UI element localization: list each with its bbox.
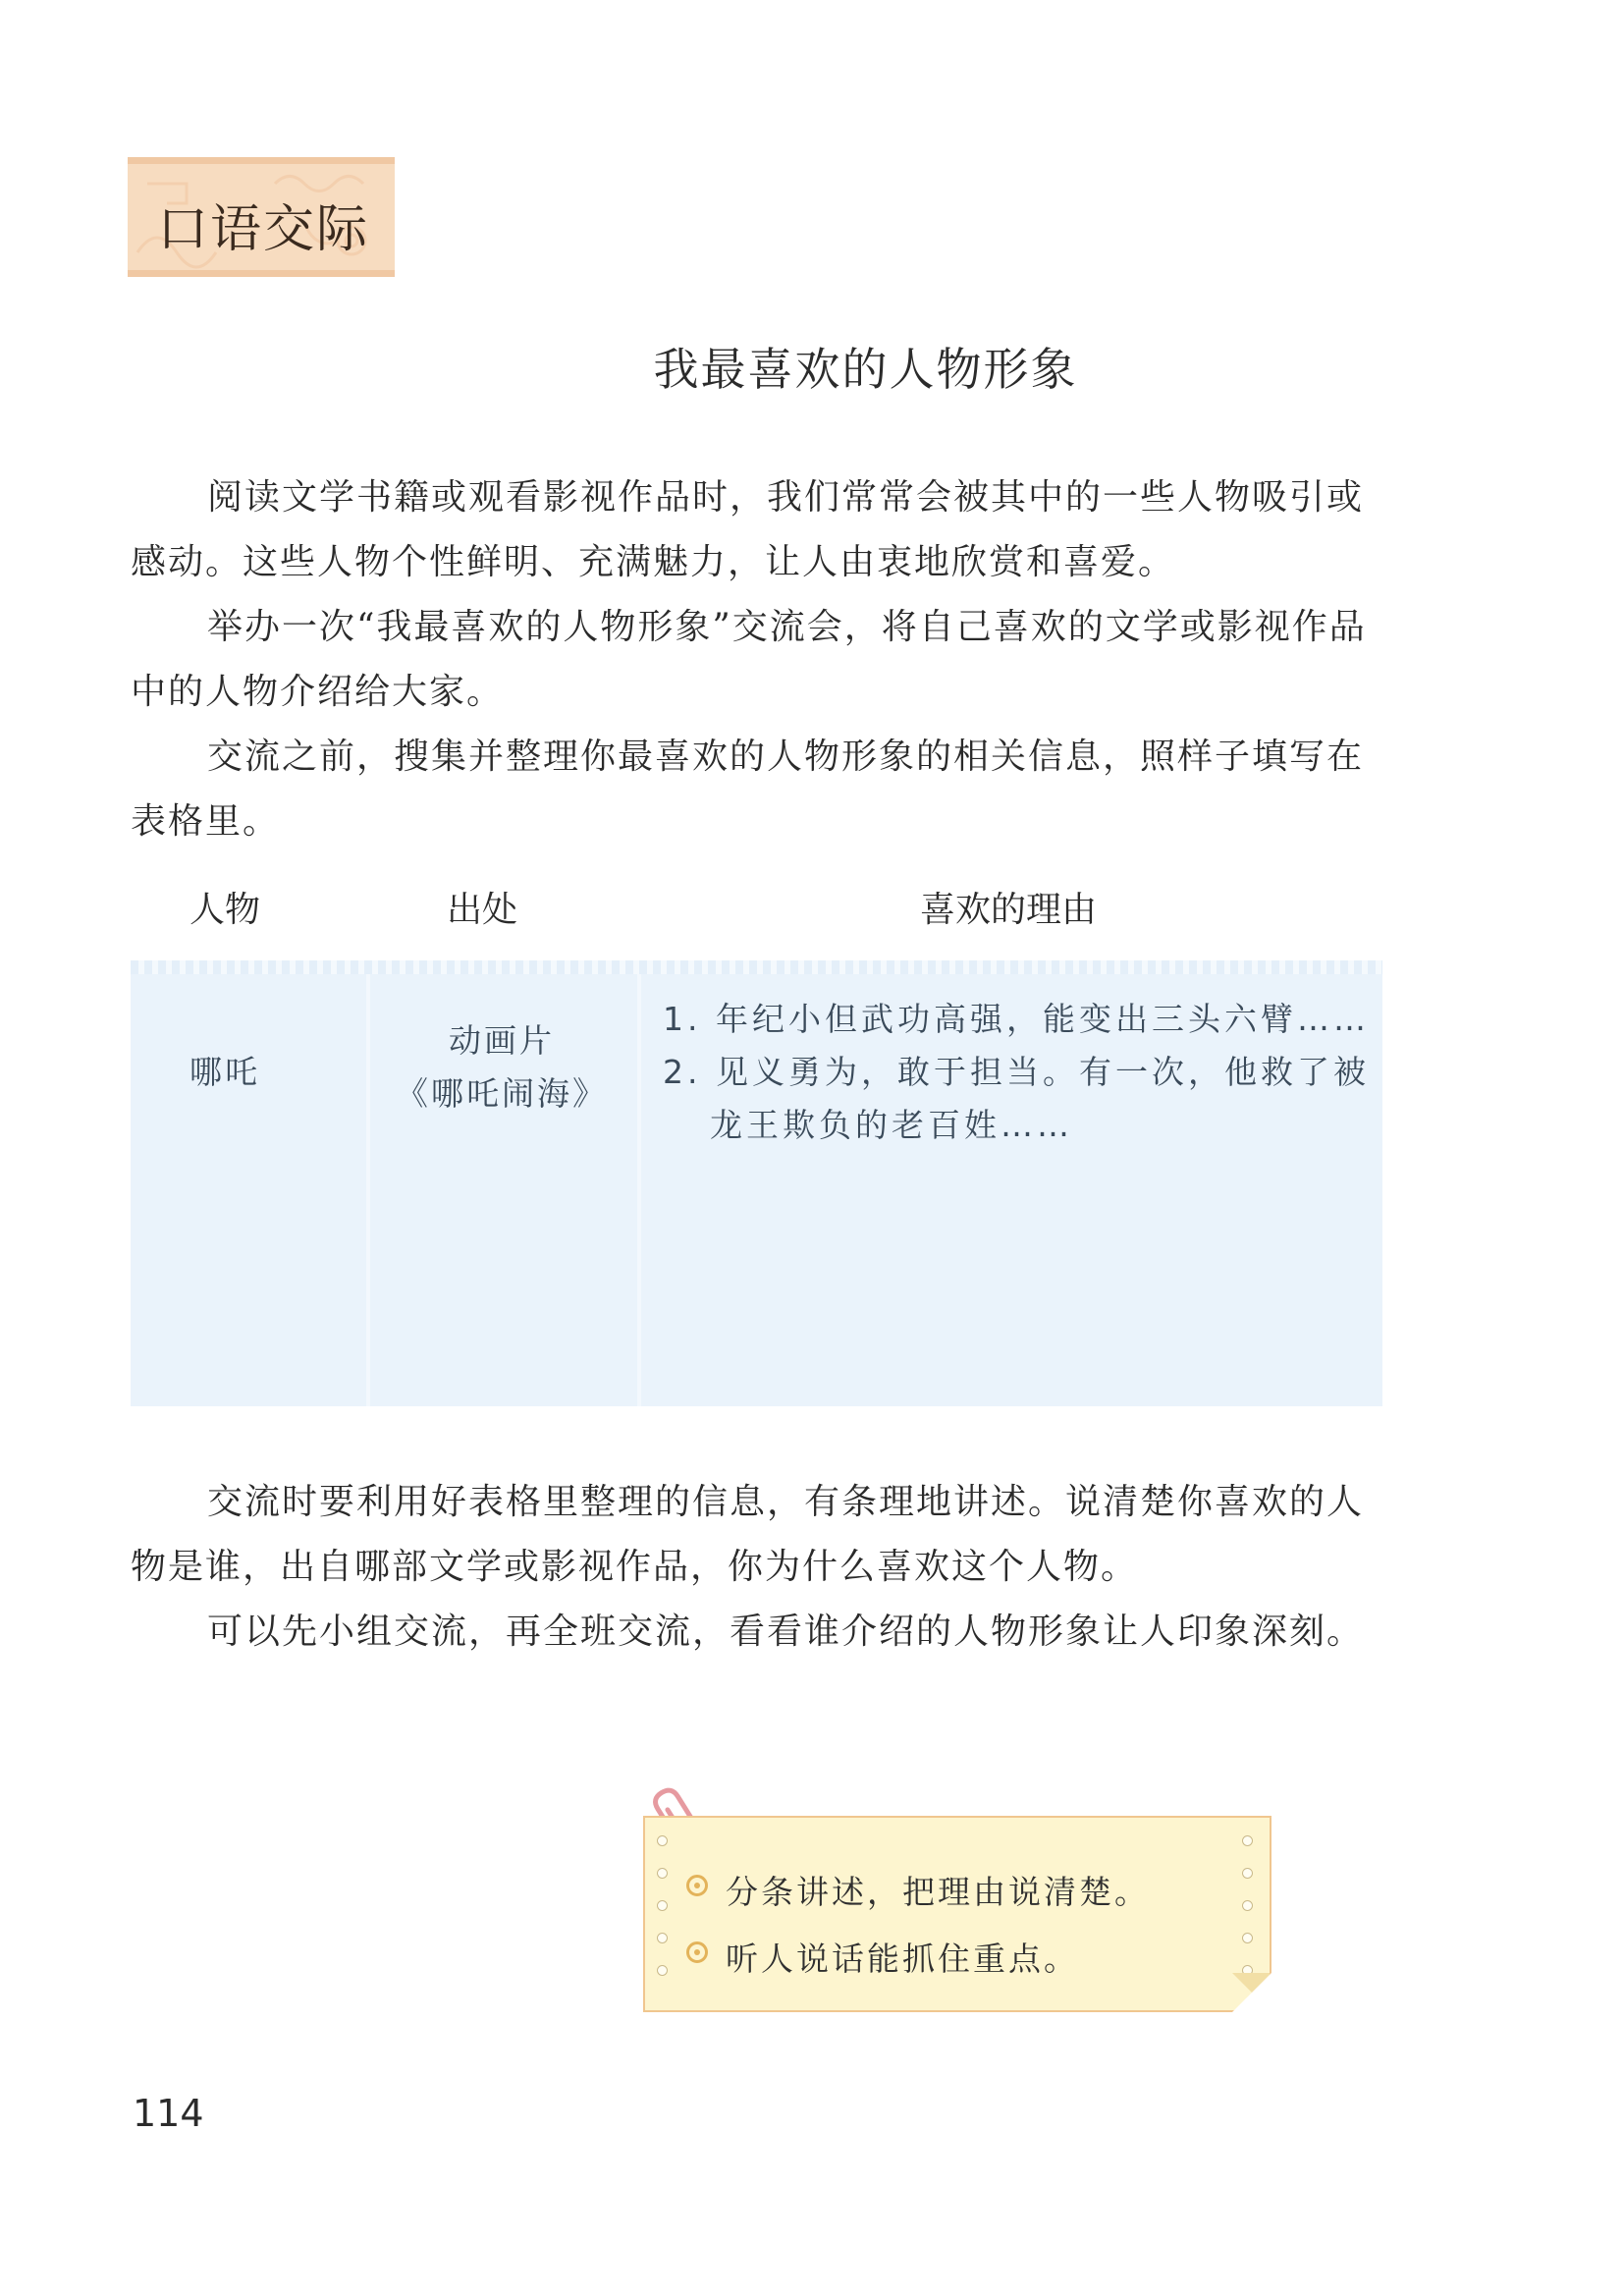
circle-bullet-icon: [686, 1875, 708, 1896]
header-character: 人物: [189, 890, 261, 930]
intro-paragraph-2: 举办一次“我最喜欢的人物形象”交流会，将自己喜欢的文学或影视作品中的人物介绍给大家。: [131, 607, 1367, 712]
column-separator: [637, 974, 641, 1406]
intro-paragraph-1: 阅读文学书籍或观看影视作品时，我们常常会被其中的一些人物吸引或感动。这些人物个性鲜明、充满魅力，让人由衷地欣赏和喜爱。: [131, 477, 1365, 582]
guidance-paragraph-2: 可以先小组交流，再全班交流，看看谁介绍的人物形象让人印象深刻。: [207, 1612, 1365, 1652]
section-label: 口语交际: [157, 200, 370, 259]
table-header: [131, 882, 1382, 941]
cell-source-type: 动画片: [449, 1021, 555, 1060]
table-row: [131, 974, 1382, 1406]
tip-text: 听人说话能抓住重点。: [726, 1940, 1079, 1978]
page-curl-cutout: [1232, 1973, 1271, 2012]
tip-item-1: [726, 1867, 1150, 1913]
guidance-paragraph-1: 交流时要利用好表格里整理的信息，有条理地讲述。说清楚你喜欢的人物是谁，出自哪部文学或影视作品，你为什么喜欢这个人物。: [131, 1482, 1365, 1587]
reason-line-2: 2. 见义勇为，敢于担当。有一次，他救了被: [663, 1053, 1370, 1091]
tips-card: [643, 1816, 1271, 2012]
cell-character: 哪吒: [189, 1053, 260, 1091]
tip-item-2: [726, 1934, 1079, 1980]
page-number: 114: [133, 2092, 204, 2135]
intro-paragraph-3: 交流之前，搜集并整理你最喜欢的人物形象的相关信息，照样子填写在表格里。: [131, 737, 1365, 842]
cell-source-title: 《哪吒闹海》: [396, 1074, 608, 1113]
header-reason: 喜欢的理由: [920, 890, 1098, 930]
tip-text: 分条讲述，把理由说清楚。: [726, 1873, 1150, 1911]
header-source: 出处: [447, 890, 518, 930]
reason-line-3: 龙王欺负的老百姓……: [710, 1106, 1073, 1144]
circle-bullet-icon: [686, 1941, 708, 1963]
binder-holes: [657, 1835, 673, 1997]
table-divider: [131, 960, 1382, 974]
reason-line-1: 1. 年纪小但武功高强，能变出三头六臂……: [663, 1000, 1370, 1038]
lesson-title: 我最喜欢的人物形象: [653, 343, 1078, 396]
section-badge: [128, 157, 395, 277]
